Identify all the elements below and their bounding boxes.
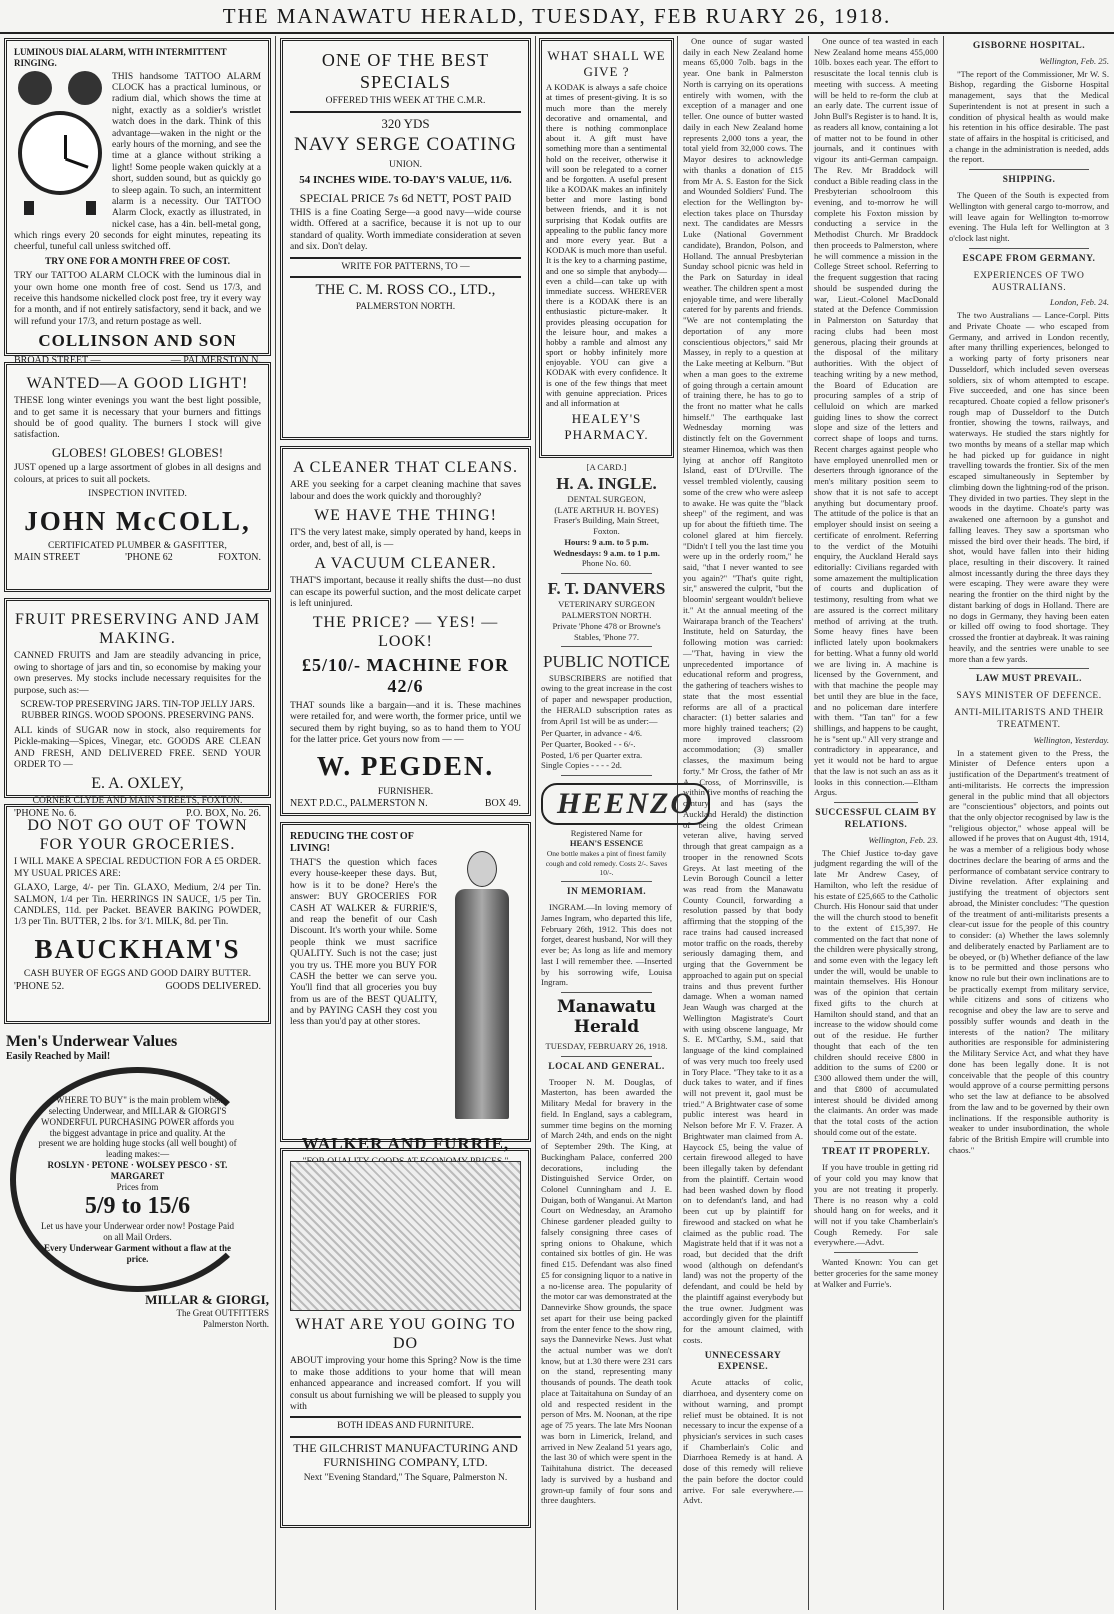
- mccoll-town: FOXTON.: [218, 552, 261, 564]
- clock-offer: TRY our TATTOO ALARM CLOCK with the luminous dial in your own home one month free of cost. Send us 17/3, and receive this handsome nickelled clock post free, try it every way for a month, and if not entirely satisfactory, send it back, and we will refund your 17/3, and return postage as well.: [14, 271, 261, 327]
- cmr-town: PALMERSTON NORTH.: [355, 301, 456, 312]
- bauckham-name: BAUCKHAM'S: [34, 933, 241, 964]
- law-subhead-2: ANTI-MILITARISTS AND THEIR TREATMENT.: [954, 708, 1104, 730]
- alarm-clock-illustration: [14, 69, 106, 219]
- underwear-prices-label: Prices from: [116, 1181, 159, 1192]
- oxley-box: P.O. BOX, No. 26.: [185, 807, 261, 819]
- gisborne-body: "The report of the Commissioner, Mr W. S. Bishop, regarding the Gisborne Hospital management, says that the Medical Superintendent is not at present in such a condition of physical health as would make his retention in his office desirable. The past state of affairs in the hospital is criticised, and a change in the administration is needed, adds the report.: [949, 68, 1109, 165]
- bauckham-phone: 'PHONE 52.: [14, 980, 65, 992]
- pegden-price-q: THE PRICE? — YES! — LOOK!: [312, 614, 499, 651]
- fruit-body-2: ALL kinds of SUGAR now in stock, also requirements for Pickle-making—Spices, Vinegar, etc. GOODS ARE CLEAN AND FRESH, AND DELIVERED FREE. SEND YOUR ORDER TO —: [14, 725, 261, 770]
- law-body: In a statement given to the Press, the Minister of Defence enters upon a justification of the Department's treatment of anti-militarists. He corrects the impression general in the public mind that all objectors are "conscientious" objectors, and points out that the only objector recognised by law is the "religious objector," whose appeal will be allowed if he proves that on August 4th, 1914, he was a member of a religious body whose doctrines declare the bearing of arms and the performance of combatant service contrary to Divine revelation. After explaining and justifying the treatment of objectors sent abroad, the Minister concludes: "The question of the treatment of anti-militarists presents a clear-cut issue for the people of this country to consider: (a) Whether the laws solemnly and deliberately enacted by Parliament are to be obeyed, or (b) Whether defiance of the law is to be permitted and those persons who know no rule but their own inclinations are to be practically exempt from military service, while citizens and sons of citizens who recognise and obey the law are to serve and possibly suffer wounds and death in the interests of the nation? The military authorities are responsible for administering the Military Service Act, and what they have done has been legally done. It is not conceivable that the people of this country would approve of a course permitting persons who set the law at defiance to be absolved from the law and to be governed by their own inclinations. If the responsible authority is weaker to under insubordination, the whole fabric of the British Empire will crumble into chaos.": [949, 747, 1109, 1155]
- collinson-name: COLLINSON AND SON: [38, 331, 237, 351]
- collinson-ad: [4, 38, 271, 366]
- cmr-write: WRITE FOR PATTERNS, TO —: [341, 261, 470, 272]
- pegden-ad: [280, 446, 531, 816]
- groceries-body: I WILL MAKE A SPECIAL REDUCTION FOR A £5 ORDER. MY USUAL PRICES ARE:: [14, 857, 261, 879]
- underwear-where: "WHERE TO BUY" is the main problem when selecting Underwear, and MILLAR & GIORGI'S WONDERFUL PURCHASING POWER affords you the biggest advantage in price and quality. At the present we are holding huge stocks (all well bought) of leading makes:—: [38, 1095, 237, 1160]
- clock-body: THIS handsome TATTOO ALARM CLOCK has a practical luminous, or radium dial, which shows the time at night, exactly as a soldier's wristlet watch does in the dark. Think of this advantage—waken in the night or the early hours of the morning, and see the time at a glance without striking a light! Some people waken quickly at a short, sudden sound, but as quickly go to sleep again. To such, an intermittent alarm is a necessity. Our TATTOO Alarm Clock, exactly as illustrated, in nickel case, has a 4in. bell-metal gong, which rings every 20 seconds for eight minutes, repeating its cheerful, tuneful call unless switched off.: [14, 71, 261, 253]
- ingle-title: DENTAL SURGEON,: [567, 493, 646, 504]
- memoriam-headline: IN MEMORIAM.: [566, 887, 647, 898]
- globes-line: GLOBES! GLOBES! GLOBES!: [51, 444, 224, 460]
- unnecessary-expense-body: Acute attacks of colic, diarrhoea, and dysentery come on without warning, and prompt relief must be obtained. It is not necessary to incur the expense of a physician's services in such cases if Chamberlain's Colic and Diarrhoea Remedy is at hand. A dose of this remedy will relieve the pain before the doctor could arrive. For sale everywhere.—Advt.: [683, 1377, 803, 1506]
- pegden-body-3: THAT'S important, because it really shifts the dust—no dust can escape its powerful suction, and the most delicate carpet is left uninjured.: [290, 576, 521, 609]
- mccoll-ad: [4, 362, 271, 592]
- underwear-sub: Easily Reached by Mail!: [6, 1051, 111, 1063]
- bauckham-line: CASH BUYER OF EGGS AND GOOD DAIRY BUTTER.: [23, 969, 252, 980]
- pegden-name: W. PEGDEN.: [316, 751, 495, 782]
- furnished-room-illustration: [290, 1161, 521, 1311]
- healeys-name: HEALEY'S PHARMACY.: [564, 411, 649, 442]
- ingle-card-label: [A CARD.]: [586, 462, 627, 472]
- in-memoriam: [536, 887, 677, 993]
- notice-rate-2: Per Quarter, Booked - - 6/-.: [541, 738, 636, 749]
- oxley-name: E. A. OXLEY,: [91, 775, 184, 793]
- escape-subhead: EXPERIENCES OF TWO AUSTRALIANS.: [973, 270, 1085, 293]
- ingle-late: (LATE ARTHUR H. BOYES): [554, 504, 659, 515]
- man-pointing-illustration: [441, 831, 521, 1131]
- unnecessary-expense-headline: UNNECESSARY EXPENSE.: [704, 1350, 782, 1373]
- local-headline: LOCAL AND GENERAL.: [548, 1061, 665, 1072]
- shipping-headline: SHIPPING.: [1002, 175, 1056, 186]
- gisborne-headline: GISBORNE HOSPITAL.: [972, 41, 1086, 51]
- cmr-union: UNION.: [389, 159, 422, 170]
- walker-name: WALKER AND FURRIE,: [301, 1134, 510, 1153]
- heenzo-ad: [536, 780, 695, 882]
- fruit-body: CANNED FRUITS and Jam are steadily advancing in price, owing to shortage of jars and tin, so economise by making your own preserves. My stocks include necessary requisites for the purpose, such as:—: [14, 651, 261, 696]
- cmr-width: 54 INCHES WIDE. TO-DAY'S VALUE, 11/6.: [299, 174, 512, 187]
- heenzo-reg: Registered Name for: [570, 827, 643, 838]
- millar-giorgi-ad: [0, 1030, 275, 1332]
- danvers-phone: Private 'Phone 478 or Browne's Stables, 'Phone 77.: [552, 620, 661, 642]
- notice-rate-1: Per Quarter, in advance - 4/6.: [541, 728, 643, 739]
- kodak-headline: WHAT SHALL WE GIVE ?: [547, 48, 666, 79]
- bauckham-delivery: GOODS DELIVERED.: [165, 980, 261, 992]
- clock-trial: TRY ONE FOR A MONTH FREE OF COST.: [44, 256, 231, 267]
- mccoll-phone: 'PHONE 62: [125, 552, 173, 564]
- wanted-known: Wanted Known: You can get better groceries for the same money at Walker and Furrie's.: [814, 1257, 938, 1289]
- column-5-text: [809, 36, 943, 1289]
- ingle-name: H. A. INGLE.: [556, 473, 657, 493]
- public-notice: [536, 651, 677, 776]
- gilchrist-both: BOTH IDEAS AND FURNITURE.: [337, 1421, 474, 1432]
- collinson-street: BROAD STREET —: [14, 354, 101, 366]
- kodak-body: A KODAK is always a safe choice at times of present-giving. It is so much more than the merely decorative and ornamental, and there is nothing commonplace about it. A gift must have something more than a sentimental hold on the receiver, otherwise it will soon be relegated to a corner and be forgotten. A useful present like a KODAK makes an infinitely better and more lasting bond between friends, and it is not surprising that Kodak outfits are appealing to the public fancy more and more every year. But a KODAK is much more than useful. It is the key to a charming pastime, and one so simple that anybody—even a child—can take up with immediate success. WHEREVER there is a KODAK there is an enthusiastic picture-maker. It provides pleasing occupation for the leisure hour, and makes a hobby a ramble and almost any sport or hobby infinitely more enjoyable. YOU can give a KODAK with every confidence. It is one of the few things that meet with genuine appreciation. Prices and all information at: [546, 82, 667, 408]
- claim-dateline: Wellington, Feb. 23.: [868, 834, 938, 845]
- millar-sub: The Great OUTFITTERS: [176, 1307, 269, 1318]
- underwear-headline: Men's Underwear Values: [6, 1033, 178, 1050]
- column-2: [276, 36, 535, 1610]
- pegden-body-2: IT'S the very latest make, simply operated by hand, keeps in order, and, best of all, is —: [290, 528, 521, 550]
- treat-body: If you have trouble in getting rid of your cold you may know that you are not treating it properly. There is no reason why a cold should hang on for weeks, and it will not if you take Chamberlain's Cough Remedy. For sale everywhere.—Advt.: [814, 1162, 938, 1248]
- column-5-body: One ounce of tea wasted in each New Zealand home means 455,000 10lb. boxes each year. The effort to resuscitate the local tennis club is meeting with success. A meeting will be held to re-form the club at an early date. The current issue of John Bull's Register is to hand. It is, as readers all know, containing a lot of matter not to be found in other journals, and it continues with vigour its anti-German campaign. The Rev. Mr Braddock will conduct a Bible reading class in the Presbyterian schoolroom this evening, and to-morrow he will complete his Foxton mission by conducting a service in the Methodist Church. Mr Braddock then proceeds to Palmerston, where he will commence a mission in the College Street school. Referring to the frequent suggestion that racing should be suspended during the war, Lieut.-Colonel MacDonald stated at the Defence Commission in Palmerston on Saturday that racing clubs had been most generous, placing their grounds at the disposal of the military authorities. With the object of teaching writing by a new method, the Board of Education are procuring samples of a strip of celluloid on which are marked guiding lines to show the correct slope and size of the letters and correct shape of loops and turns. Recent charges against people who have employed unenrolled men or deserters through ignorance of the men's military position seem to show that it is not safe to accept anything but documentary proof. The attitude of the police is that an employer should insist on seeing a certificate of enrolment. Referring to the verdict of the Motuihi enquiry, the Auckland Herald says editorially: Civilians regarded with some amazement the multiplication of courts and duplication of testimony, resulting from what we are assured is the correct military method of arriving at the truth. Some heavy fines have been inflicted lately upon bookmakers for betting. What a funny old world we are living in. A machine is licensed by the Government, and with that machine the people may bet until they are blue in the face, and no policeman dare interfere with them. "Tan tan" for a few shillings, and happens to be caught, he is "sent up." All very strange and contradictory in appearance, and yet it would not be hard to argue that the law is not such an ass as it looks in this connection.—Eltham Argus.: [814, 36, 939, 798]
- pegden-deal: £5/10/- MACHINE FOR 42/6: [302, 654, 509, 697]
- local-body: Trooper N. M. Douglas, of Masterton, has been awarded the Military Medal for bravery in the field. In England, says a cablegram, summer time begins on the morning of March 24th, and ends on the night of September 29th. The King, at Buckingham Palace, conferred 200 decorations, including the Distinguished Service Order, on Colonel Cunningham and J. E. Duigan, both of Wanganui. At Marton Court on Wednesday, an Aramoho Chinese gardener pleaded guilty to falsely consigning three cases of spring onions to Ohakune, which contained six bottles of gin. He was fined £15. Defendant was also fined £5 for consigning liquor to a native in a no-license area. The popularity of the motor car was demonstrated at the Dannevirke Show grounds, the space set apart for their use being packed from the enter fence to the show ring, says the Dannevirke News. Just what the actual number was we don't know, but at 1.30 there were 231 cars on the stand, representing many thousands of pounds. The death took place at Taitaitahuna on Sunday of an old and respected resident in the person of Mrs. M. Noonan, at the ripe age of 75 years. The late Mrs Noonan was born in Limerick, Ireland, and arrived in New Zealand 51 years ago, the last 30 of which were spent in the Taihitahuna district. The deceased lady is survived by a husband and grown-up family of four sons and three daughters.: [541, 1076, 672, 1506]
- danvers-title: VETERINARY SURGEON: [558, 599, 655, 610]
- pegden-body-4: THAT sounds like a bargain—and it is. These machines were retailed for, and were worth, the former price, until we secured them by right buying, so as to hand them to YOU for the latter price. Get yours now from — —: [290, 700, 521, 746]
- treat-headline: TREAT IT PROPERLY.: [821, 1147, 931, 1158]
- cmr-body: THIS is a fine Coating Serge—a good navy—wide course width. Offered at a sacrifice, because it is not up to our standard of quality. Worth immediate consideration at seven and six. Don't delay.: [290, 207, 521, 253]
- claim-body: The Chief Justice to-day gave judgment regarding the will of the late Mr Andrew Casey, of Hamilton, who left the residue of his estate of £25,665 to the Catholic Church. His Honour said that under the will the church stood to benefit to the extent of £15,397. He commented on the fact that none of the children were physically strong, and some even with the legacy left under the will, would be unable to maintain themselves. His Honour was of the opinion that certain fixed gifts to the church at Hamilton should stand, and that an increase to the widow should come out of the residue. He further thought that each of the ten children should receive £800 in addition to the sums of £200 or £300 allowed them under the will, and that £800 of accumulated interest should be divided among the claimants. An order was made that the total costs of the action should come out of the estate.: [814, 847, 938, 1137]
- heenzo-name: HEAN'S ESSENCE: [569, 838, 644, 849]
- underwear-makes: ROSLYN · PETONE · WOLSEY PESCO · ST. MARGARET: [47, 1159, 228, 1181]
- cmr-offer: OFFERED THIS WEEK AT THE C.M.R.: [325, 96, 486, 107]
- notice-rate-3: Posted, 1/6 per Quarter extra.: [541, 749, 643, 760]
- pegden-have: WE HAVE THE THING!: [314, 506, 497, 524]
- groceries-headline: DO NOT GO OUT OF TOWN FOR YOUR GROCERIES.: [27, 817, 248, 854]
- groceries-prices: GLAXO, Large, 4/- per Tin. GLAXO, Medium, 2/4 per Tin. SALMON, 1/4 per Tin. HERRINGS IN SAUCE, 1/5 per Tin. CANDLES, 11d. per Packet. BEAVER BAKING POWDER, 1/3 per Tin. BUTTER, 2 lbs. for 3/1. MILK, 8d. per Tin.: [14, 883, 261, 928]
- danvers-town: PALMERSTON NORTH.: [561, 610, 652, 621]
- pegden-trade: FURNISHER.: [377, 786, 434, 797]
- light-headline: WANTED—A GOOD LIGHT!: [26, 375, 249, 392]
- notice-body: SUBSCRIBERS are notified that owing to the great increase in the cost of paper and newspaper production, the HERALD subscription rates as from April 1st will be as under:—: [541, 672, 672, 726]
- gilchrist-ad: [280, 1148, 531, 1528]
- memoriam-body: INGRAM.—In loving memory of James Ingram, who departed this life, February 26th, 1912. This does not forget, dearest husband, Nor will they ever be; As long as life and memory last I will remember thee. —Inserted by his sorrowing wife, Louisa Ingram.: [541, 902, 672, 988]
- mccoll-street: MAIN STREET: [14, 552, 80, 564]
- danvers-name: F. T. DANVERS: [547, 579, 666, 599]
- pegden-body: ARE you seeking for a carpet cleaning machine that saves labour and does the work quickly and thoroughly?: [290, 480, 521, 502]
- inspection-line: INSPECTION INVITED.: [88, 489, 187, 500]
- gilchrist-firm: THE GILCHRIST MANUFACTURING AND FURNISHING COMPANY, LTD.: [293, 1440, 518, 1470]
- underwear-price-range: 5/9 to 15/6: [84, 1193, 191, 1220]
- mccoll-name: JOHN McCOLL,: [24, 505, 251, 536]
- local-and-general: [536, 1056, 677, 1506]
- ingle-phone: Phone No. 60.: [581, 558, 632, 569]
- paper-date: TUESDAY, FEBRUARY 26, 1918.: [545, 1041, 668, 1052]
- pegden-address: NEXT P.D.C., PALMERSTON N.: [290, 798, 428, 810]
- cmr-item: NAVY SERGE COATING: [294, 134, 517, 156]
- cm-ross-ad: [280, 38, 531, 440]
- column-1: [0, 36, 275, 1610]
- notice-headline: PUBLIC NOTICE: [542, 652, 671, 672]
- masthead: THE MANAWATU HERALD, TUESDAY, FEB RUARY 26, 1918.: [0, 4, 1114, 34]
- notice-rate-4: Single Copies - - - - 2d.: [541, 760, 622, 771]
- claim-headline: SUCCESSFUL CLAIM BY RELATIONS.: [815, 808, 937, 831]
- walker-furrie-ad: [280, 822, 531, 1153]
- gilchrist-headline: WHAT ARE YOU GOING TO DO: [295, 1316, 516, 1353]
- cmr-special-price: SPECIAL PRICE 7s 6d NETT, POST PAID: [299, 190, 512, 205]
- escape-headline: ESCAPE FROM GERMANY.: [962, 253, 1096, 264]
- pegden-vacuum: A VACUUM CLEANER.: [314, 554, 497, 572]
- law-subhead: SAYS MINISTER OF DEFENCE.: [956, 691, 1102, 702]
- column-6-text: [944, 41, 1114, 1156]
- shipping-body: The Queen of the South is expected from Wellington with general cargo to-morrow, and will leave again for Wellington to-morrow evening. The Hula left for Wellington at 3 o'clock last night.: [949, 190, 1109, 244]
- light-body: THESE long winter evenings you want the best light possible, and to get same it is necessary that your burners and fittings should be of good quality. The burners I stock will give satisfaction.: [14, 396, 261, 441]
- kodak-ad: [539, 38, 674, 458]
- pegden-headline: A CLEANER THAT CLEANS.: [293, 459, 518, 476]
- oxley-phone: 'PHONE No. 6.: [14, 807, 77, 819]
- walker-body: THAT'S the question which faces every house-keeper these days. But, how is it to be done? Here's the answer: BUY GROCERIES FOR CASH AT WALKER & FURRIE'S, and reap the benefit of our Cash Discount. It's worth your while. Some people think we must sacrifice QUALITY. Such is not the case; just you try us. THE more you BUY FOR CASH the better we can serve you. You'll find that all groceries you buy from us are of the BEST QUALITY, and by PAYING CASH they cost you less than you'd pay at other stores.: [290, 858, 437, 1028]
- millar-name: MILLAR & GIORGI,: [145, 1292, 269, 1308]
- collinson-town: — PALMERSTON N.: [170, 354, 261, 366]
- fruit-items: SCREW-TOP PRESERVING JARS. TIN-TOP JELLY JARS. RUBBER RINGS. WOOD SPOONS. PRESERVING PANS.: [20, 699, 255, 722]
- cmr-yards: 320 YDS: [381, 115, 430, 131]
- gisborne-dateline: Wellington, Feb. 25.: [1039, 55, 1109, 66]
- mccoll-title: CERTIFICATED PLUMBER & GASFITTER,: [48, 540, 227, 551]
- fruit-headline: FRUIT PRESERVING AND JAM MAKING.: [14, 611, 261, 648]
- underwear-mail: Let us have your Underwear order now! Postage Paid on all Mail Orders.: [41, 1221, 234, 1242]
- cmr-firm: THE C. M. ROSS CO., LTD.,: [315, 281, 496, 298]
- column-3: [536, 36, 695, 1610]
- bauckham-ad: [4, 804, 271, 1024]
- column-4-body: One ounce of sugar wasted daily in each New Zealand home means 65,000 7olb. bags in the year. One bank in Palmerston North is carrying on its operations entirely with women, with the exception of a manager and one teller. One ounce of butter wasted daily in each New Zealand home represents 2,000 tons a year, the total yield from 32,000 cows. The Mayor desires to acknowledge with thanks a donation of £15 from Mr A. S. Easton for the Sick and Wounded Soldiers' Fund. The election for the Wellington by-election takes place on Thursday next. The candidates are Messrs Luke (National Government candidate), Brandon, Polson, and Holland. The annual Presbyterian Sunday school picnic was held in the Park on Saturday in ideal weather. The children spent a most enjoyable time, and were liberally catered for by parents and friends. "We are not contemplating the deportation of any more conscientious objectors," said Mr Massey, in reply to a question at the Lake meeting at Kelburn. "But when a man goes to the extreme of going through a certain amount of training there, he has to go to the front no matter what he calls himself." The earthquake last Wednesday morning was distinctly felt on the Government steamer Hinemoa, which was then lying at anchor off Rangitoto Island, east of D'Urville. The vessel trembled violently, causing some of the crew who were asleep to awake. He was quite the "black sheep" of the regiment, and was up for about the fiftieth time. The colonel glared at him fiercely. "Didn't I tell you the last time you were up in the orderly room," he said, "that I never wanted to see you again?" "That's quite right, sir," answered the culprit, "but the bloomin' sergeant wouldn't believe it." At the annual meeting of the Wairarapa branch of the Teachers' Institute, held on Saturday, the following motion was carried:—"That, having in view the unprecedented importance of educational reform and progress, the gathering of teachers wishes to state that the most essential reforms are all of a practical character: (1) better salaries and more highly trained teachers; (2) more improved classroom accommodation; (3) smaller classes, the maximum being forty." Mr Cross, the father of Mr A. Cross, of Morrinsville, is within five months of reaching the century, and has (says the Auckland Herald) the distinction of being the oldest Crimean veteran alive, having served through that great campaign as a trooper in the renowned Scots Greys. At last meeting of the Levin Borough Council a letter was read from the Manawatu County Council, forwarding a resolution passed by that body affirming that the stopping of the race trains had caused increased motor traffic on the roads, thereby seriously damaging them, and urging that the Government be approached to again put on special trains and thus prevent further damage. When a woman named Jean Waugh was charged at the Wellington Magistrate's Court with using obscene language, Mr S. E. M'Carthy, S.M., said that language of the kind complained of was very much too freely used in Tory Place. "They take to it as a duck takes to water, and if fines will not prevent it, gaol must be tried." A Brightwater case of some public interest was heard in Nelson before Mr F. V. Frazer. A Brightwater man claimed from A. Haycock £5, being the value of certain firewood alleged to have been illegally taken by defendant from the plaintiff. Certain wood had been washed down by flood on to defendant's land, and had been cut up by plaintiff for firewood and stacked on what he claimed as the public road. The Magistrate held that if it was not a road, but decided that the drift wood (although on defendant's land) was not the property of the defendant, and could be held by the plaintiff against everybody but the true owner. Judgment was accordingly given for the plaintiff for the amount claimed, with costs.: [683, 36, 803, 1345]
- clock-headline: LUMINOUS DIAL ALARM, WITH INTERMITTENT RINGING.: [14, 47, 227, 68]
- ingle-hours: Hours: 9 a.m. to 5 p.m. Wednesdays: 9 a.m. to 1 p.m.: [553, 536, 660, 558]
- walker-headline: REDUCING THE COST OF LIVING!: [290, 831, 414, 854]
- column-4-text: [678, 36, 808, 1506]
- heenzo-logo: HEENZO: [541, 783, 710, 825]
- millar-town: Palmerston North.: [203, 1318, 269, 1329]
- heenzo-line: One bottle makes a pint of finest family cough and cold remedy. Costs 2/-. Saves 10/-.: [545, 849, 668, 877]
- paper-nameplate: Manawatu Herald: [556, 997, 657, 1038]
- column-5: [809, 36, 943, 1610]
- escape-dateline: London, Feb. 24.: [1050, 297, 1109, 308]
- pegden-box: BOX 49.: [484, 798, 521, 810]
- law-headline: LAW MUST PREVAIL.: [976, 674, 1082, 685]
- column-4: [678, 36, 808, 1610]
- cmr-headline: ONE OF THE BEST SPECIALS: [321, 50, 490, 92]
- light-body-2: JUST opened up a large assortment of globes in all designs and colours, at prices to suit all pockets.: [14, 463, 261, 485]
- escape-body: The two Australians — Lance-Corpl. Pitts and Private Choate — who escaped from Germany, and arrived in London recently, after many thrilling experiences, belonged to a working party of forty prisoners near Dusseldorf, which included seven overseas soldiers, six of whom attempted to escape. Five succeeded, and one has since been recaptured. Choate copied a fellow prisoner's rough map of Dusseldorf to the Dutch frontier, showing the towns, railways, and waterways. He studied the stars nightly for two months by means of a stellar map which he had picked up for guidance in night travelling towards the frontier. Six of the men escaped simultaneously in September by climbing down the lightning-rod of the prison. They divided in two parties. They slept in the woods in the daytime. Choate's party was awakened one afternoon by a gunshot and falling leaves. They saw a sportsman who missed the bird over their heads. The bird, if shot, would have fallen into their hiding place, resulting in their discovery. It rained almost incessantly during the three days they were escaping. They were aware they were nearing the frontier on the third night by the distant barking of dogs in Holland. There are no dogs in Germany, they having been eaten or killed off owing to food shortage. They crossed the frontier at daybreak. It was raining heavily, and the sentries were unable to see more than a few yards.: [949, 310, 1109, 664]
- gilchrist-address: Next "Evening Standard," The Square, Palmerston N.: [303, 1472, 508, 1483]
- oxley-address: CORNER CLYDE AND MAIN STREETS, FOXTON.: [32, 796, 243, 807]
- column-6: [944, 36, 1114, 1610]
- oxley-ad: [4, 598, 271, 819]
- ingle-card: [536, 462, 677, 647]
- law-dateline: Wellington, Yesterday.: [1033, 734, 1109, 745]
- gilchrist-body: ABOUT improving your home this Spring? Now is the time to make those additions to your home that will mean enhanced appearance and increased comfort. If you will consult us about furnishing we will be pleased to supply you with: [290, 1356, 521, 1412]
- underwear-every: Every Underwear Garment without a flaw at the price.: [43, 1242, 232, 1264]
- ingle-address: Fraser's Building, Main Street, Foxton.: [553, 515, 660, 537]
